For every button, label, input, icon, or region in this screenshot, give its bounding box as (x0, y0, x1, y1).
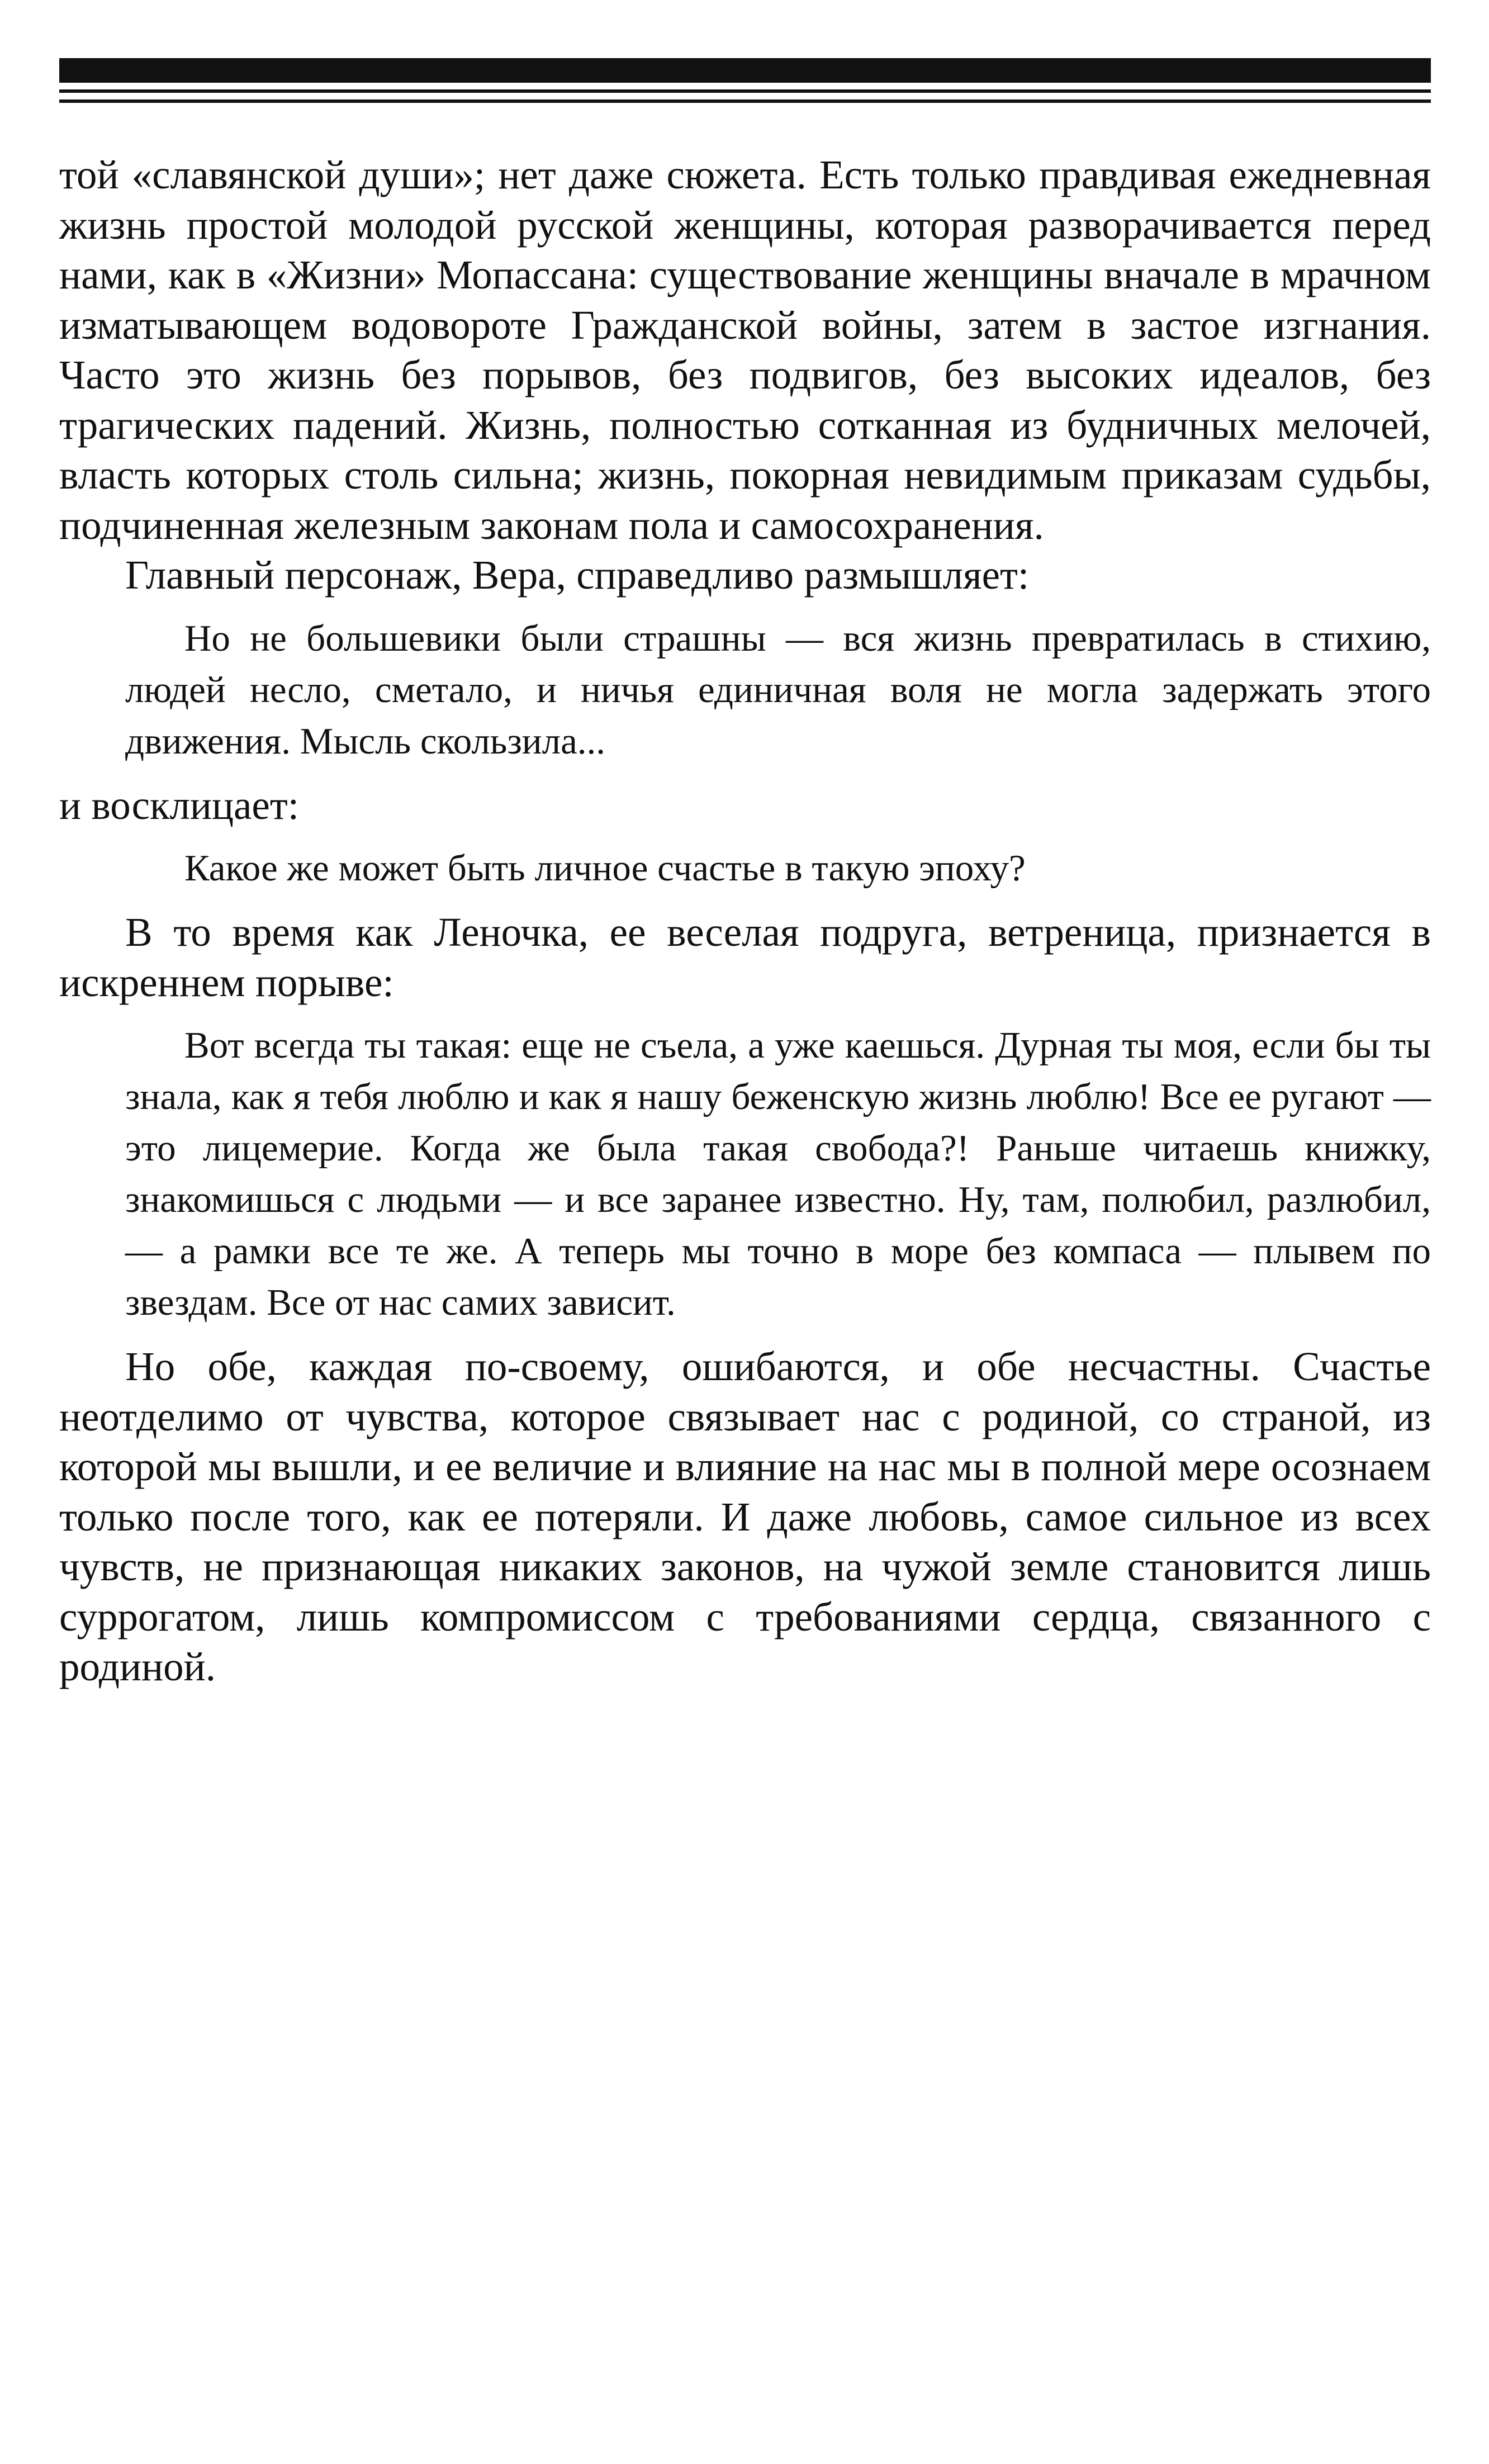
paragraph-5: Но обе, каждая по-своему, ошибаются, и обе несчастны. Счастье неотделимо от чувства, которое связывает нас с родиной, со страной, из которой мы вышли, и ее величие и влияние на нас мы в полной мере осознаем только после того, как ее потеряли. И даже любовь, самое сильное из всех чувств, не признающая никаких законов, на чужой земле становится лишь суррогатом, лишь компромиссом с требованиями сердца, связанного с родиной. (59, 1344, 1431, 1689)
quote-3 (125, 1020, 1431, 1328)
quote-2 (125, 842, 1431, 894)
header-thick-rule (59, 58, 1431, 83)
paragraph-2: Главный персонаж, Вера, справедливо размышляет: (125, 552, 1030, 598)
paragraph-4: В то время как Леночка, ее веселая подруга, ветреница, признается в искреннем порыве: (59, 909, 1431, 1005)
header-thin-rule (59, 89, 1431, 93)
paragraph-1: той «славянской души»; нет даже сюжета. Есть только правдивая ежедневная жизнь простой молодой русской женщины, которая разворачивается перед нами, как в «Жизни» Мопассана: существование женщины вначале в мрачном изматывающем водовороте Гражданской войны, затем в застое изгнания. Часто это жизнь без порывов, без подвигов, без высоких идеалов, без трагических падений. Жизнь, полностью сотканная из будничных мелочей, власть которых столь сильна; жизнь, покорная невидимым приказам судьбы, подчиненная железным законам пола и самосохранения. (59, 152, 1431, 548)
quote-2-text: Какое же может быть личное счастье в такую эпоху? (184, 847, 1026, 889)
header-thin-rule (59, 99, 1431, 103)
body-text (59, 150, 1431, 1692)
paragraph-3: и восклицает: (59, 782, 300, 828)
quote-3-text: Вот всегда ты такая: еще не съела, а уже каешься. Дурная ты моя, если бы ты знала, как я тебя люблю и как я нашу беженскую жизнь люблю! Все ее ругают — это лицемерие. Когда же была такая свобода?! Раньше читаешь книжку, знакомишься с людьми — и все заранее известно. Ну, там, полюбил, разлюбил, — а рамки все те же. А теперь мы точно в море без компаса — плывем по звездам. Все от нас самих зависит. (125, 1025, 1431, 1323)
quote-1-text: Но не большевики были страшны — вся жизнь превратилась в стихию, людей несло, сметало, и ничья единичная воля не могла задержать этого движения. Мысль скользила... (125, 617, 1431, 762)
header-rule (59, 58, 1431, 103)
quote-1 (125, 613, 1431, 767)
